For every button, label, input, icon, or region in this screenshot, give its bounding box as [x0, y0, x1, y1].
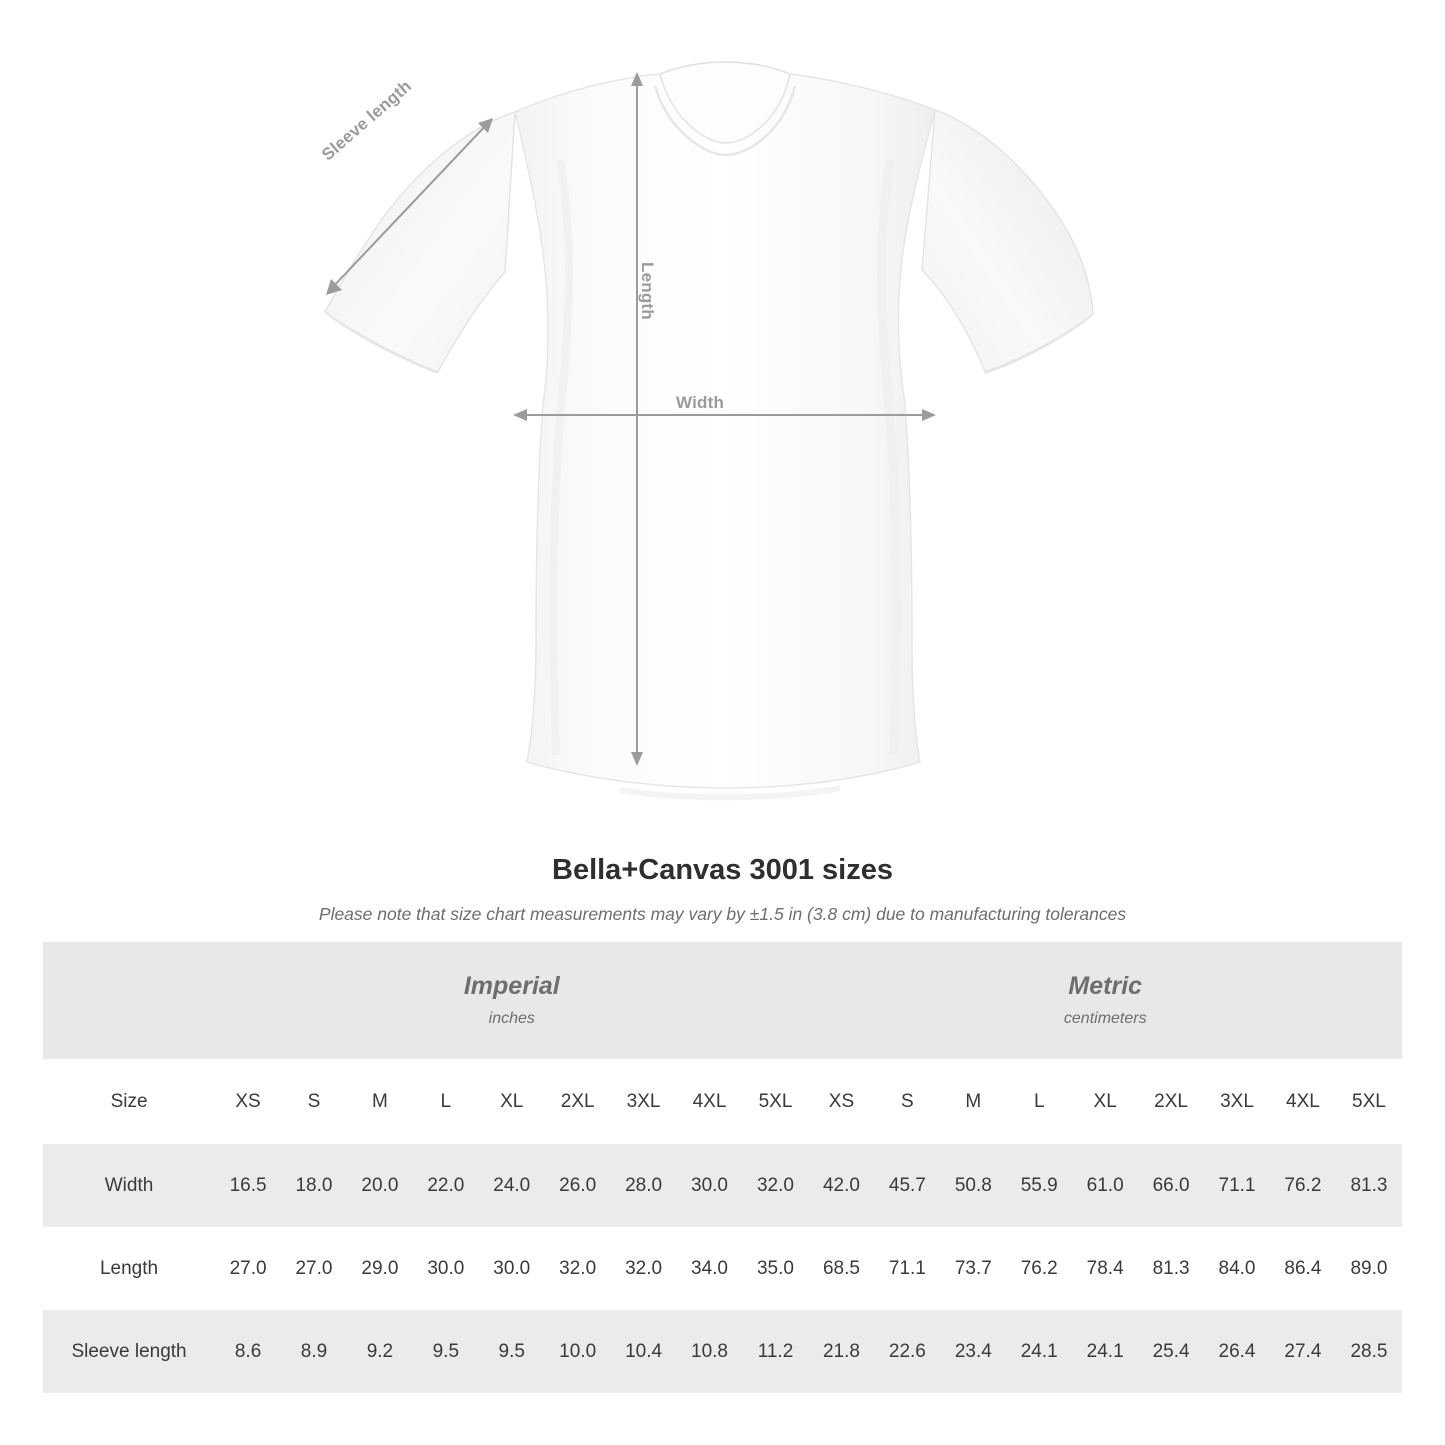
- cell-sleeve-metric-xl: 24.1: [1072, 1310, 1138, 1393]
- cell-sleeve-metric-l: 24.1: [1006, 1310, 1072, 1393]
- size-header-imperial-4xl: 4XL: [677, 1059, 743, 1144]
- cell-width-imperial-xl: 24.0: [479, 1144, 545, 1227]
- annotation-width: Width: [676, 393, 725, 412]
- size-chart-table: [43, 942, 1402, 1393]
- row-label-sleeve-length: Sleeve length: [43, 1310, 215, 1393]
- cell-length-imperial-xs: 27.0: [215, 1227, 281, 1310]
- cell-length-imperial-5xl: 35.0: [742, 1227, 808, 1310]
- unit-group-imperial-unit: inches: [488, 1010, 535, 1028]
- cell-sleeve-imperial-s: 8.9: [281, 1310, 347, 1393]
- cell-width-metric-5xl: 81.3: [1336, 1144, 1402, 1227]
- cell-sleeve-imperial-2xl: 10.0: [545, 1310, 611, 1393]
- cell-width-imperial-l: 22.0: [413, 1144, 479, 1227]
- cell-length-imperial-4xl: 34.0: [677, 1227, 743, 1310]
- cell-sleeve-imperial-5xl: 11.2: [742, 1310, 808, 1393]
- row-label-width: Width: [43, 1144, 215, 1227]
- tolerance-note: Please note that size chart measurements may vary by ±1.5 in (3.8 cm) due to manufacturing tolerances: [318, 904, 1127, 924]
- cell-sleeve-imperial-xs: 8.6: [215, 1310, 281, 1393]
- cell-width-metric-l: 55.9: [1006, 1144, 1072, 1227]
- size-header-imperial-xs: XS: [215, 1059, 281, 1144]
- cell-width-imperial-5xl: 32.0: [742, 1144, 808, 1227]
- cell-sleeve-imperial-xl: 9.5: [479, 1310, 545, 1393]
- size-header-metric-5xl: 5XL: [1336, 1059, 1402, 1144]
- cell-length-metric-xl: 78.4: [1072, 1227, 1138, 1310]
- cell-length-imperial-l: 30.0: [413, 1227, 479, 1310]
- size-header-metric-s: S: [874, 1059, 940, 1144]
- cell-width-imperial-4xl: 30.0: [677, 1144, 743, 1227]
- size-header-imperial-xl: XL: [479, 1059, 545, 1144]
- cell-width-imperial-2xl: 26.0: [545, 1144, 611, 1227]
- size-chart-table-wrapper: [43, 942, 1402, 1393]
- table-row: [43, 1227, 1402, 1310]
- size-header-imperial-s: S: [281, 1059, 347, 1144]
- cell-width-metric-2xl: 66.0: [1138, 1144, 1204, 1227]
- cell-width-imperial-s: 18.0: [281, 1144, 347, 1227]
- table-row: [43, 1144, 1402, 1227]
- size-header-metric-xs: XS: [809, 1059, 875, 1144]
- cell-width-metric-s: 45.7: [874, 1144, 940, 1227]
- unit-group-metric-name: Metric: [1068, 971, 1143, 1000]
- size-header-imperial-5xl: 5XL: [742, 1059, 808, 1144]
- cell-length-metric-m: 73.7: [940, 1227, 1006, 1310]
- table-row: [43, 1310, 1402, 1393]
- unit-group-row: [43, 942, 1402, 1059]
- cell-length-metric-s: 71.1: [874, 1227, 940, 1310]
- cell-sleeve-metric-m: 23.4: [940, 1310, 1006, 1393]
- cell-sleeve-metric-2xl: 25.4: [1138, 1310, 1204, 1393]
- size-header-imperial-m: M: [347, 1059, 413, 1144]
- unit-group-imperial-name: Imperial: [463, 971, 560, 1000]
- cell-width-metric-3xl: 71.1: [1204, 1144, 1270, 1227]
- cell-length-metric-2xl: 81.3: [1138, 1227, 1204, 1310]
- cell-sleeve-metric-3xl: 26.4: [1204, 1310, 1270, 1393]
- size-header-metric-xl: XL: [1072, 1059, 1138, 1144]
- annotation-length: Length: [638, 262, 657, 320]
- cell-length-imperial-3xl: 32.0: [611, 1227, 677, 1310]
- size-header-metric-4xl: 4XL: [1270, 1059, 1336, 1144]
- cell-length-imperial-2xl: 32.0: [545, 1227, 611, 1310]
- cell-sleeve-metric-xs: 21.8: [809, 1310, 875, 1393]
- cell-width-metric-m: 50.8: [940, 1144, 1006, 1227]
- unit-group-metric-unit: centimeters: [1063, 1010, 1147, 1028]
- cell-sleeve-imperial-l: 9.5: [413, 1310, 479, 1393]
- cell-sleeve-imperial-m: 9.2: [347, 1310, 413, 1393]
- size-label: Size: [43, 1059, 215, 1144]
- size-header-metric-m: M: [940, 1059, 1006, 1144]
- cell-sleeve-imperial-3xl: 10.4: [611, 1310, 677, 1393]
- cell-sleeve-metric-5xl: 28.5: [1336, 1310, 1402, 1393]
- cell-length-imperial-xl: 30.0: [479, 1227, 545, 1310]
- cell-width-imperial-3xl: 28.0: [611, 1144, 677, 1227]
- unit-spacer: [43, 942, 215, 1059]
- unit-group-imperial: [215, 942, 808, 1059]
- row-label-length: Length: [43, 1227, 215, 1310]
- cell-width-imperial-m: 20.0: [347, 1144, 413, 1227]
- unit-group-metric: [809, 942, 1403, 1059]
- cell-length-imperial-m: 29.0: [347, 1227, 413, 1310]
- cell-length-metric-3xl: 84.0: [1204, 1227, 1270, 1310]
- cell-sleeve-metric-4xl: 27.4: [1270, 1310, 1336, 1393]
- size-header-imperial-l: L: [413, 1059, 479, 1144]
- cell-length-metric-4xl: 86.4: [1270, 1227, 1336, 1310]
- size-header-imperial-3xl: 3XL: [611, 1059, 677, 1144]
- cell-width-imperial-xs: 16.5: [215, 1144, 281, 1227]
- cell-length-imperial-s: 27.0: [281, 1227, 347, 1310]
- size-header-metric-2xl: 2XL: [1138, 1059, 1204, 1144]
- size-header-metric-3xl: 3XL: [1204, 1059, 1270, 1144]
- cell-width-metric-xl: 61.0: [1072, 1144, 1138, 1227]
- cell-length-metric-l: 76.2: [1006, 1227, 1072, 1310]
- cell-length-metric-xs: 68.5: [809, 1227, 875, 1310]
- cell-width-metric-xs: 42.0: [809, 1144, 875, 1227]
- annotation-sleeve-length: Sleeve length: [318, 76, 416, 165]
- size-header-row: [43, 1059, 1402, 1144]
- cell-width-metric-4xl: 76.2: [1270, 1144, 1336, 1227]
- size-header-metric-l: L: [1006, 1059, 1072, 1144]
- cell-length-metric-5xl: 89.0: [1336, 1227, 1402, 1310]
- size-header-imperial-2xl: 2XL: [545, 1059, 611, 1144]
- page-title: Bella+Canvas 3001 sizes: [552, 854, 893, 886]
- cell-sleeve-metric-s: 22.6: [874, 1310, 940, 1393]
- cell-sleeve-imperial-4xl: 10.8: [677, 1310, 743, 1393]
